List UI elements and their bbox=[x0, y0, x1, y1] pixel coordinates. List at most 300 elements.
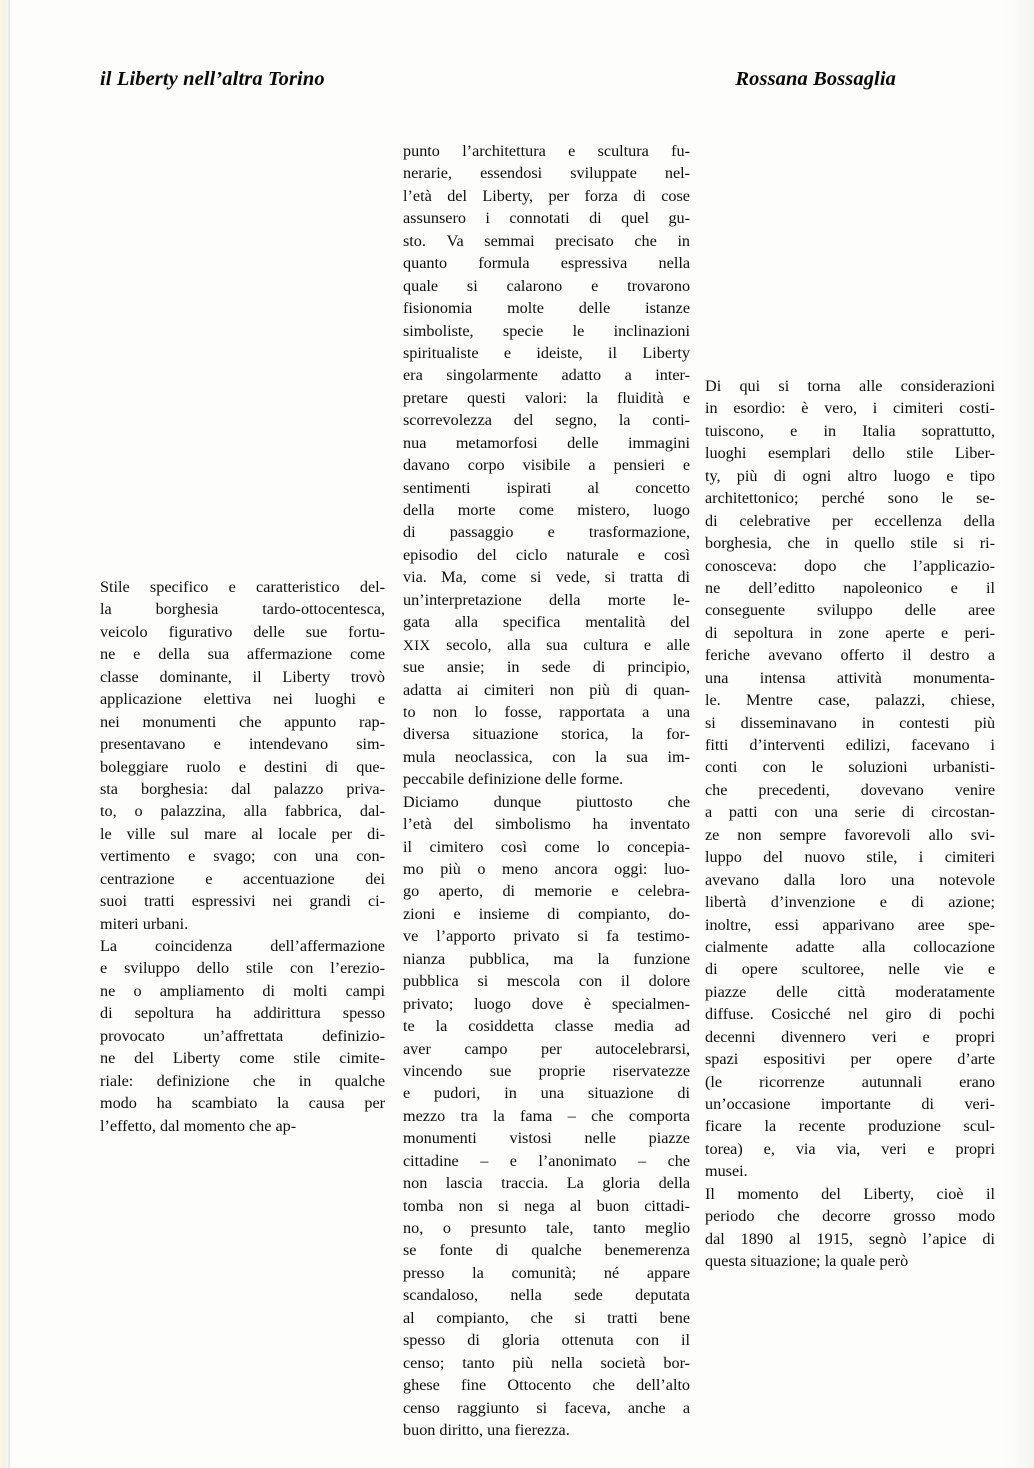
text-line bbox=[705, 712, 995, 734]
word: scul- bbox=[963, 1117, 995, 1136]
word: di- bbox=[367, 824, 386, 843]
word: piazze bbox=[705, 982, 747, 1001]
word: che bbox=[634, 231, 657, 250]
word: sviluppo bbox=[124, 959, 180, 978]
text-line bbox=[403, 1397, 690, 1419]
word: zioni bbox=[403, 904, 436, 923]
text-line bbox=[403, 836, 690, 858]
word: di bbox=[677, 568, 691, 587]
word: che bbox=[238, 712, 262, 731]
word: spesso bbox=[342, 1004, 386, 1023]
word: qualche bbox=[531, 1241, 582, 1260]
word: una bbox=[891, 870, 915, 889]
word: insieme bbox=[478, 904, 530, 923]
text-line bbox=[403, 1015, 690, 1037]
word: le bbox=[100, 824, 112, 843]
word: fitti bbox=[705, 736, 729, 754]
word: con bbox=[578, 972, 603, 991]
word: piazze bbox=[648, 1129, 690, 1148]
word: Diciamo bbox=[403, 792, 459, 811]
word: (le bbox=[705, 1072, 723, 1091]
word: le bbox=[811, 758, 824, 777]
word: destro bbox=[929, 646, 970, 665]
word: in bbox=[504, 1084, 517, 1103]
word: nua bbox=[403, 433, 427, 452]
word: del bbox=[476, 545, 497, 564]
word: né bbox=[603, 1263, 620, 1282]
word: ogni bbox=[802, 466, 832, 485]
word: monumenta- bbox=[913, 668, 995, 687]
word: della bbox=[658, 1174, 691, 1193]
word: urbani. bbox=[142, 914, 189, 933]
word: ha bbox=[216, 1004, 232, 1023]
word: bene bbox=[659, 1308, 691, 1327]
word: monumenti bbox=[403, 1129, 477, 1148]
word: ty, bbox=[705, 466, 721, 485]
word: trovò bbox=[350, 667, 385, 686]
word: veri- bbox=[964, 1095, 995, 1113]
word: Liberty bbox=[172, 1049, 221, 1068]
word: La bbox=[100, 937, 118, 955]
word: naturale bbox=[566, 545, 619, 564]
word: go bbox=[403, 882, 420, 901]
word: l’apice bbox=[922, 1229, 967, 1248]
word: aree bbox=[917, 915, 945, 934]
word: per bbox=[850, 1050, 872, 1069]
word: per bbox=[548, 186, 570, 205]
word: autocelebrarsi, bbox=[595, 1039, 691, 1058]
word: vede, bbox=[555, 568, 591, 587]
word: decorre bbox=[822, 1207, 871, 1226]
word: che bbox=[248, 1116, 272, 1135]
word: di bbox=[705, 960, 718, 979]
word: una bbox=[814, 803, 838, 822]
word: delle bbox=[578, 299, 611, 318]
text-line bbox=[100, 733, 385, 755]
word: aperte bbox=[885, 623, 925, 642]
word: d’arte bbox=[957, 1050, 996, 1069]
word: conseguente bbox=[705, 601, 786, 620]
word: inventato bbox=[629, 815, 691, 834]
text-line bbox=[705, 891, 995, 913]
word: la bbox=[595, 747, 607, 766]
word: si bbox=[953, 534, 964, 553]
word: privato; bbox=[403, 994, 454, 1013]
word: questa bbox=[705, 1252, 747, 1271]
word: ze bbox=[705, 825, 720, 844]
word: che bbox=[863, 556, 887, 575]
word: che bbox=[591, 1106, 614, 1125]
word: e bbox=[403, 1084, 411, 1103]
text-line bbox=[403, 521, 690, 543]
text-line bbox=[403, 768, 690, 790]
text-line bbox=[100, 711, 385, 733]
word: connotati bbox=[509, 209, 570, 228]
word: di bbox=[502, 882, 516, 901]
word: a bbox=[624, 366, 632, 385]
word: avevano bbox=[705, 870, 759, 889]
word: molti bbox=[293, 981, 328, 1000]
word: di bbox=[921, 1095, 934, 1113]
word: giro bbox=[885, 1005, 912, 1024]
word: delle bbox=[904, 601, 937, 620]
word: e bbox=[133, 645, 141, 664]
word: d’invenzione bbox=[770, 893, 856, 912]
word: al bbox=[403, 1308, 415, 1327]
word: luppo bbox=[705, 848, 742, 867]
word: forza bbox=[584, 186, 618, 205]
text-line bbox=[100, 621, 385, 643]
word: in bbox=[705, 399, 718, 418]
word: fu- bbox=[671, 142, 691, 160]
word: mezzo bbox=[403, 1106, 446, 1125]
word: faceva, bbox=[564, 1398, 611, 1417]
word: nianza bbox=[403, 949, 446, 968]
word: di bbox=[705, 623, 718, 642]
word: considerazioni bbox=[900, 377, 996, 395]
word: miteri bbox=[100, 914, 139, 933]
word: borghesia bbox=[155, 600, 219, 619]
word: soprattutto, bbox=[921, 421, 995, 440]
word: offerto bbox=[840, 646, 885, 665]
text-line bbox=[403, 634, 690, 656]
word: locale bbox=[277, 824, 317, 843]
text-line bbox=[705, 487, 995, 509]
word: propri bbox=[955, 1139, 996, 1158]
word: palazzo bbox=[273, 779, 324, 798]
word: immagini bbox=[627, 433, 691, 452]
word: fine bbox=[461, 1376, 487, 1395]
word: e bbox=[205, 869, 213, 888]
word: cittadine bbox=[403, 1151, 459, 1170]
word: il bbox=[986, 1184, 996, 1203]
word: dominante, bbox=[159, 667, 232, 686]
word: quale bbox=[403, 276, 439, 295]
word: gloria bbox=[602, 1174, 641, 1193]
word: la bbox=[492, 1106, 505, 1125]
word: altro bbox=[847, 466, 878, 485]
text-line bbox=[403, 297, 690, 319]
word: pubblica, bbox=[469, 949, 530, 968]
word: testimo- bbox=[636, 927, 691, 946]
word: spiritualiste bbox=[403, 343, 479, 362]
word: no, bbox=[403, 1219, 424, 1237]
word: un’affrettata bbox=[203, 1026, 284, 1045]
text-line bbox=[403, 1105, 690, 1127]
word: a bbox=[987, 646, 996, 665]
word: di bbox=[705, 511, 718, 530]
word: e bbox=[547, 523, 555, 542]
word: adatto bbox=[561, 366, 602, 385]
word: un’interpretazione bbox=[403, 590, 522, 609]
word: ispirati bbox=[506, 478, 552, 497]
word: affermazione bbox=[247, 645, 333, 664]
word: alla bbox=[507, 635, 531, 654]
word: situazione bbox=[587, 1084, 654, 1103]
word: appunto bbox=[284, 712, 337, 731]
text-line bbox=[705, 846, 995, 868]
word: meno bbox=[502, 860, 538, 878]
word: e bbox=[643, 635, 652, 654]
word: cimitero bbox=[429, 837, 484, 856]
word: benemerenza bbox=[604, 1241, 690, 1260]
word: comporta bbox=[628, 1106, 691, 1125]
word: è bbox=[801, 399, 809, 418]
word: inter- bbox=[655, 366, 691, 385]
text-line bbox=[100, 666, 385, 688]
word: torea) bbox=[705, 1139, 743, 1158]
word: svi- bbox=[970, 825, 996, 844]
word: più bbox=[736, 466, 758, 485]
text-line bbox=[403, 611, 690, 633]
word: una bbox=[487, 1420, 511, 1439]
word: e bbox=[922, 1027, 930, 1046]
word: dei bbox=[365, 869, 386, 888]
text-line bbox=[705, 644, 995, 666]
word: ficare bbox=[705, 1117, 742, 1136]
word: in bbox=[298, 1071, 312, 1090]
text-line bbox=[403, 746, 690, 768]
text-line bbox=[403, 1217, 690, 1239]
word: Liber- bbox=[954, 444, 996, 463]
word: una bbox=[314, 847, 339, 866]
word: tratti bbox=[607, 1308, 638, 1327]
word: Stile bbox=[100, 578, 130, 596]
word: definizione bbox=[156, 1071, 230, 1090]
word: dal- bbox=[359, 802, 386, 821]
word: si bbox=[466, 276, 478, 295]
word: priva- bbox=[346, 779, 385, 798]
word: vertimento bbox=[100, 847, 171, 866]
word: quello bbox=[854, 534, 895, 553]
word: fonte bbox=[439, 1241, 473, 1260]
text-line bbox=[403, 230, 690, 252]
word: applicazione bbox=[100, 690, 182, 709]
word: e bbox=[509, 1151, 517, 1170]
word: più bbox=[974, 713, 996, 732]
word: compianto, bbox=[436, 1308, 509, 1327]
word: ansie; bbox=[446, 658, 485, 677]
text-line bbox=[403, 387, 690, 409]
word: o bbox=[133, 981, 142, 1000]
word: chiese, bbox=[950, 691, 996, 710]
word: e bbox=[503, 343, 512, 362]
word: apparivano bbox=[822, 915, 895, 934]
word: la bbox=[435, 1017, 448, 1036]
word: – bbox=[638, 1151, 647, 1170]
text-column-right bbox=[705, 375, 995, 1273]
word: campo bbox=[464, 1039, 508, 1058]
word: però bbox=[879, 1252, 909, 1271]
word: sue bbox=[403, 658, 425, 677]
text-line bbox=[705, 1160, 995, 1182]
word: che bbox=[777, 1207, 800, 1226]
text-line bbox=[705, 779, 995, 801]
word: sua bbox=[546, 635, 568, 654]
word: via. bbox=[403, 568, 427, 587]
word: eccellenza bbox=[874, 511, 942, 530]
text-line bbox=[100, 576, 385, 598]
word: modo bbox=[100, 1094, 137, 1113]
word: si bbox=[574, 1308, 586, 1327]
text-line bbox=[403, 1329, 690, 1351]
word: non bbox=[403, 1174, 428, 1193]
word: e bbox=[377, 690, 386, 709]
word: al bbox=[569, 1196, 582, 1215]
word: monumenti bbox=[142, 712, 217, 731]
word: sepoltura bbox=[733, 623, 794, 642]
word: appare bbox=[646, 1263, 691, 1282]
word: mare bbox=[204, 824, 237, 843]
word: sta bbox=[100, 779, 118, 798]
word: del bbox=[453, 815, 474, 834]
word: l’apporto bbox=[436, 927, 496, 946]
word: cimiteri bbox=[944, 848, 996, 867]
word: dal bbox=[159, 1116, 180, 1135]
word: e bbox=[568, 142, 576, 160]
word: importante bbox=[820, 1095, 891, 1113]
word: e bbox=[188, 847, 196, 866]
text-line bbox=[403, 432, 690, 454]
word: ancora bbox=[554, 860, 598, 878]
word: di bbox=[911, 893, 924, 912]
word: la bbox=[597, 949, 610, 968]
text-line bbox=[100, 868, 385, 890]
scan-edge-right bbox=[1006, 0, 1034, 1468]
word: memorie bbox=[534, 882, 592, 901]
text-line bbox=[403, 1172, 690, 1194]
word: celebrative bbox=[739, 511, 811, 530]
text-line bbox=[100, 1092, 385, 1114]
word: momento bbox=[183, 1116, 245, 1135]
word: nella bbox=[658, 254, 691, 273]
word: spesso bbox=[403, 1331, 446, 1350]
text-line bbox=[403, 858, 690, 880]
word: esemplari bbox=[767, 444, 831, 463]
word: di bbox=[589, 209, 602, 228]
word: ciclo bbox=[515, 545, 548, 564]
text-line bbox=[403, 1352, 690, 1374]
word: Va bbox=[446, 231, 464, 250]
word: di bbox=[625, 680, 638, 699]
word: presunto bbox=[470, 1219, 527, 1237]
word: l’architettura bbox=[462, 142, 546, 160]
word: corpo bbox=[467, 456, 505, 475]
word: conti bbox=[705, 758, 738, 777]
word: modo bbox=[958, 1207, 996, 1226]
word: napoleonico bbox=[843, 578, 923, 597]
word: elettiva bbox=[203, 690, 252, 709]
word: anche bbox=[627, 1398, 666, 1417]
word: cittadi- bbox=[644, 1196, 691, 1215]
word: pensieri bbox=[613, 456, 665, 475]
word: situazione bbox=[472, 725, 539, 744]
word: passaggio bbox=[449, 523, 514, 542]
word: neoclassica, bbox=[454, 747, 533, 766]
text-line bbox=[403, 903, 690, 925]
word: molte bbox=[507, 299, 544, 318]
word: facevano bbox=[911, 736, 970, 754]
word: che bbox=[592, 1376, 615, 1395]
word: circostan- bbox=[931, 803, 996, 822]
word: spe- bbox=[968, 915, 995, 934]
word: borghesia, bbox=[705, 534, 772, 553]
text-line bbox=[705, 1093, 995, 1115]
word: di bbox=[467, 1331, 480, 1350]
word: stile bbox=[910, 534, 938, 553]
word: favorevoli bbox=[844, 825, 911, 844]
word: una bbox=[540, 1084, 565, 1103]
word: adatte bbox=[795, 937, 835, 956]
word: stile bbox=[906, 444, 934, 463]
word: nel- bbox=[664, 164, 691, 183]
word: ha bbox=[592, 815, 608, 834]
word: di bbox=[901, 803, 915, 822]
word: la bbox=[631, 725, 644, 744]
word: ri- bbox=[979, 534, 996, 553]
word: del bbox=[513, 411, 534, 430]
word: gloria bbox=[501, 1331, 540, 1350]
word: ci- bbox=[367, 892, 386, 911]
word: concetto bbox=[635, 478, 691, 497]
word: quan- bbox=[653, 680, 691, 699]
word: – bbox=[480, 1151, 489, 1170]
word: edilizi, bbox=[845, 736, 891, 754]
word: for- bbox=[666, 725, 691, 744]
text-line bbox=[403, 656, 690, 678]
word: luo- bbox=[663, 860, 691, 878]
text-line bbox=[403, 679, 690, 701]
word: lascia bbox=[445, 1174, 483, 1193]
running-head bbox=[100, 68, 896, 98]
word: l’età bbox=[403, 815, 432, 834]
word: borghesia: bbox=[140, 779, 209, 798]
text-line bbox=[705, 801, 995, 823]
word: privato bbox=[513, 927, 560, 946]
word: come bbox=[349, 645, 386, 664]
word: funzione bbox=[633, 949, 691, 968]
word: scandaloso, bbox=[403, 1286, 479, 1305]
word: i bbox=[918, 848, 924, 867]
text-line bbox=[705, 756, 995, 778]
word: serie bbox=[854, 803, 886, 822]
word: – bbox=[567, 1106, 576, 1125]
word: di bbox=[495, 1241, 509, 1260]
text-line bbox=[705, 689, 995, 711]
word: tanto bbox=[593, 1219, 626, 1237]
word: dello bbox=[852, 444, 885, 463]
word: notevole bbox=[939, 870, 996, 889]
word: grosso bbox=[893, 1207, 936, 1226]
word: adatta bbox=[403, 680, 442, 699]
word: ampliamento bbox=[159, 981, 245, 1000]
word: diffuse. bbox=[705, 1005, 754, 1024]
word: nei bbox=[272, 892, 293, 911]
word: episodio bbox=[403, 545, 458, 564]
word: attività bbox=[836, 668, 882, 687]
word: ne bbox=[100, 645, 116, 664]
word: specialmen- bbox=[611, 994, 691, 1013]
word: moderatamente bbox=[895, 982, 995, 1001]
word: Cosicché bbox=[771, 1005, 831, 1024]
word: nelle bbox=[584, 1129, 616, 1148]
word: dunque bbox=[493, 792, 542, 811]
word: dalla bbox=[783, 870, 816, 889]
text-line bbox=[403, 275, 690, 297]
text-line bbox=[403, 1307, 690, 1329]
word: vistosi bbox=[509, 1129, 552, 1148]
word: si bbox=[577, 927, 589, 946]
